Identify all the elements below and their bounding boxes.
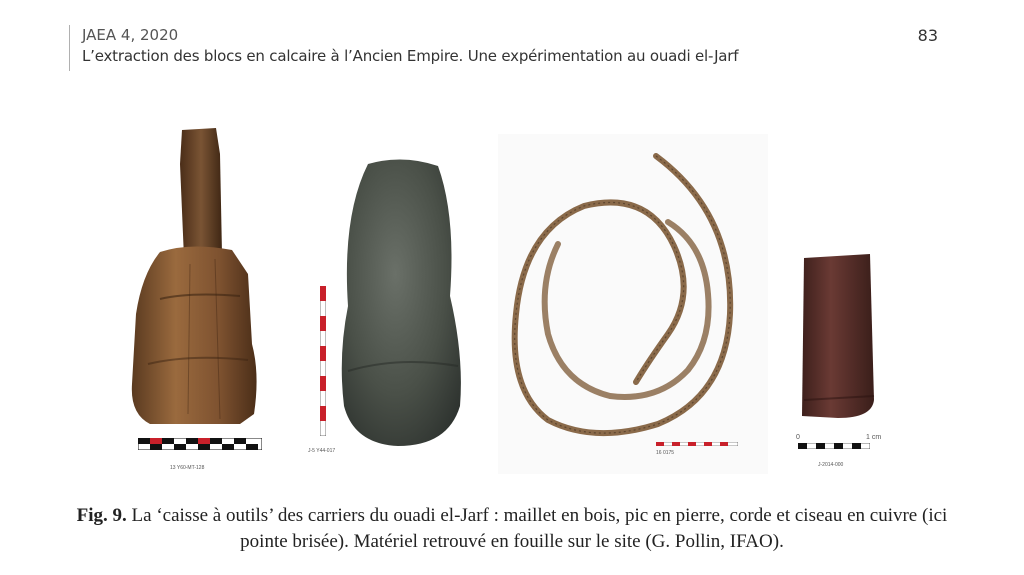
pick-scale-bar [320,286,326,436]
header-rule [69,25,70,71]
figure-caption [60,503,964,555]
chisel-scale-start: 0 [796,434,800,441]
mallet-photo [120,124,270,434]
chisel-scale-bar [798,443,870,449]
chisel-photo [798,250,878,422]
stone-pick-photo [338,156,468,448]
mallet-scale-bar [138,438,262,450]
page-number: 83 [917,26,938,45]
mallet-label: 13 Y60-MT-128 [170,465,205,471]
chisel-label: J-2014-000 [818,462,844,468]
journal-name: JAEA 4, 2020 [82,26,179,44]
chisel-scale-end: 1 cm [866,434,882,441]
rope-scale-bar [656,442,738,446]
pick-scale-label: J-5 Y44-017 [308,448,336,454]
rope-label: 16 0175 [656,450,675,456]
figure-caption-text: La ‘caisse à outils’ des carriers du ouadi el-Jarf : maillet en bois, pic en pierre, corde et ciseau en cuivre (ici pointe brisée). Matériel retrouvé en fouille sur le site (G. Pollin, IFAO). [131,505,948,552]
article-title: L’extraction des blocs en calcaire à l’Ancien Empire. Une expérimentation au ouadi el-Jarf [82,47,739,65]
figure-label: Fig. 9. [76,505,127,526]
rope-photo [498,134,768,474]
